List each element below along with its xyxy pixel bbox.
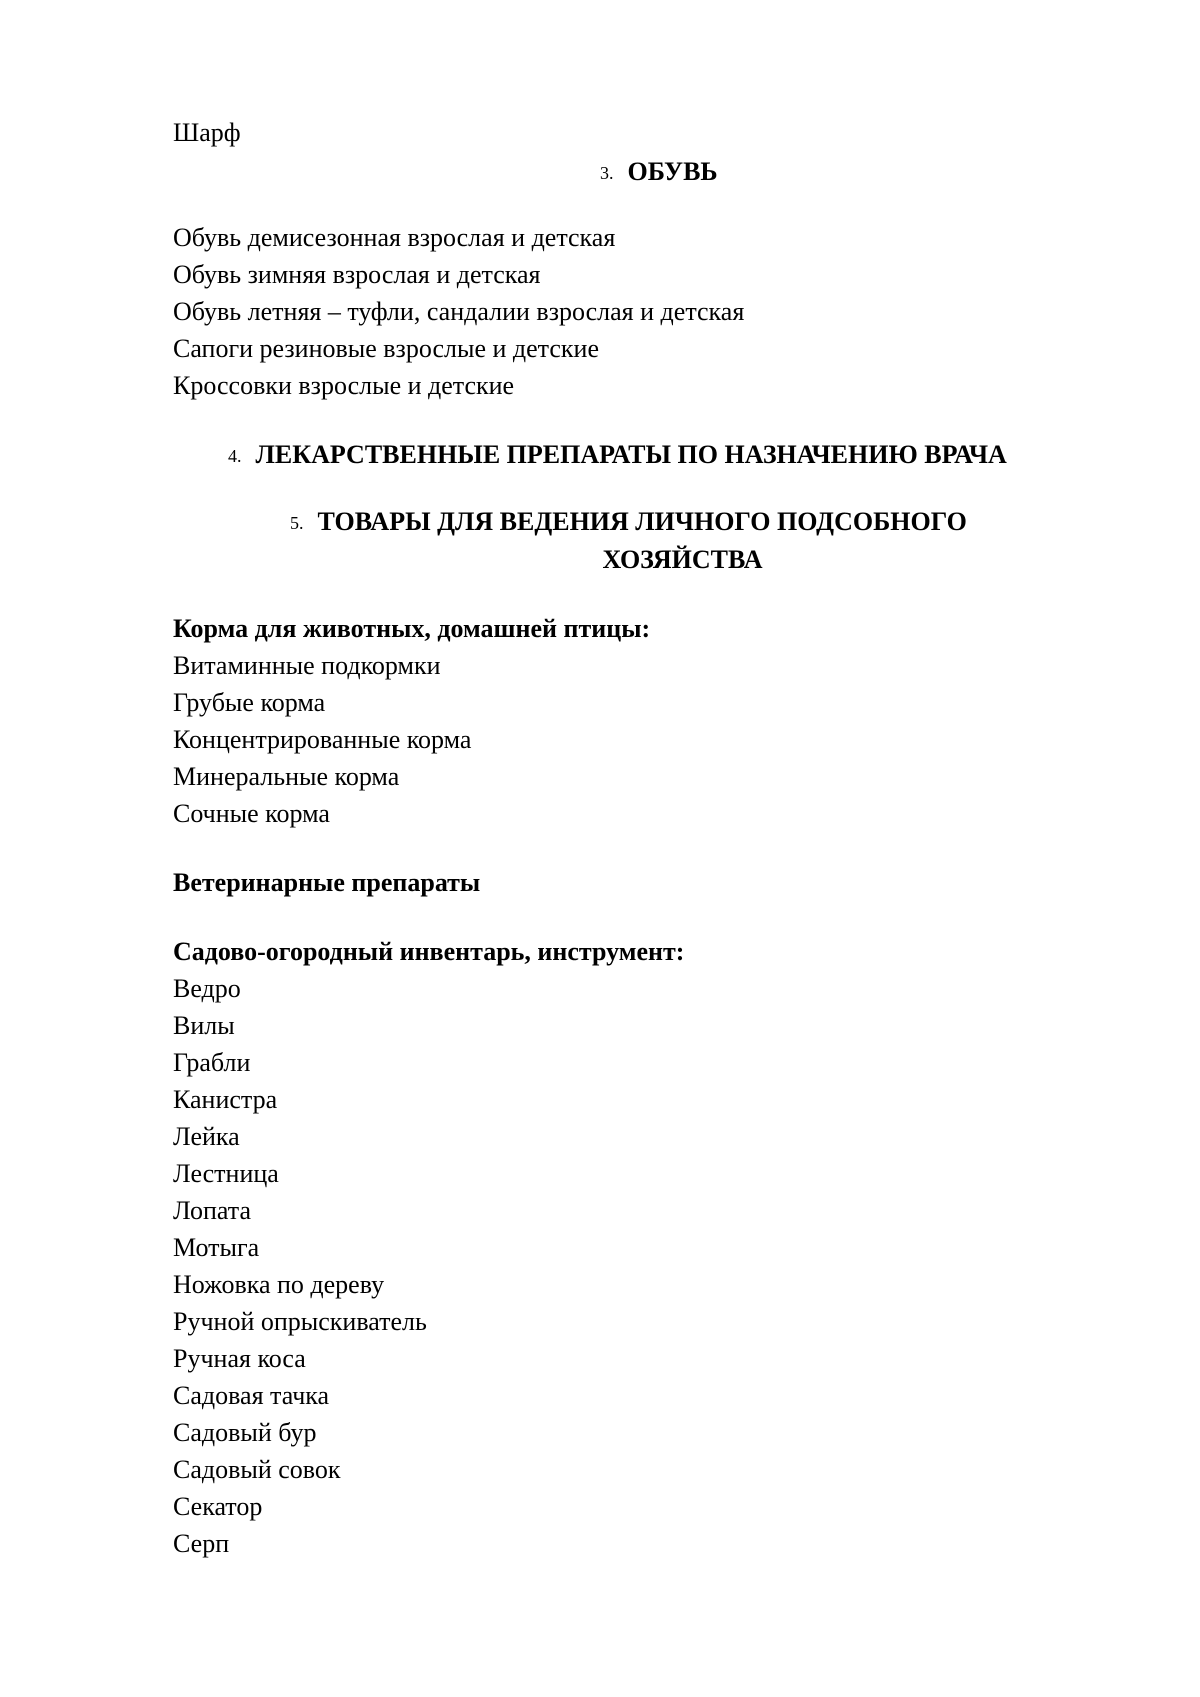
list-item: Обувь летняя – туфли, сандалии взрослая и детская xyxy=(173,297,745,326)
list-item: Лейка xyxy=(173,1122,240,1151)
section-title: ЛЕКАРСТВЕННЫЕ ПРЕПАРАТЫ ПО НАЗНАЧЕНИЮ ВРАЧА xyxy=(255,440,1007,469)
list-item: Шарф xyxy=(173,118,241,147)
list-item: Витаминные подкормки xyxy=(173,651,441,680)
list-item: Вилы xyxy=(173,1011,235,1040)
list-item: Ручная коса xyxy=(173,1344,306,1373)
list-item: Грабли xyxy=(173,1048,251,1077)
list-item: Сапоги резиновые взрослые и детские xyxy=(173,334,599,363)
section-title: ТОВАРЫ ДЛЯ ВЕДЕНИЯ ЛИЧНОГО ПОДСОБНОГО xyxy=(317,507,967,536)
list-item: Лопата xyxy=(173,1196,251,1225)
section-title-continuation: ХОЗЯЙСТВА xyxy=(602,545,763,574)
list-item: Обувь демисезонная взрослая и детская xyxy=(173,223,616,252)
list-item: Лестница xyxy=(173,1159,279,1188)
section-title: ОБУВЬ xyxy=(627,157,718,186)
subsection-title: Ветеринарные препараты xyxy=(173,868,481,897)
section-heading-3 xyxy=(600,157,718,188)
section-heading-4 xyxy=(228,440,1007,471)
section-heading-5 xyxy=(290,507,967,538)
list-item: Сочные корма xyxy=(173,799,330,828)
list-item: Секатор xyxy=(173,1492,263,1521)
list-item: Серп xyxy=(173,1529,230,1558)
section-number: 3. xyxy=(600,163,614,183)
list-item: Грубые корма xyxy=(173,688,326,717)
subsection-title: Корма для животных, домашней птицы: xyxy=(173,614,651,643)
list-item: Кроссовки взрослые и детские xyxy=(173,371,515,400)
list-item: Садовая тачка xyxy=(173,1381,330,1410)
subsection-title: Садово-огородный инвентарь, инструмент: xyxy=(173,937,685,966)
list-item: Ручной опрыскиватель xyxy=(173,1307,427,1336)
list-item: Ведро xyxy=(173,974,241,1003)
list-item: Ножовка по дереву xyxy=(173,1270,385,1299)
list-item: Обувь зимняя взрослая и детская xyxy=(173,260,541,289)
list-item: Мотыга xyxy=(173,1233,260,1262)
list-item: Канистра xyxy=(173,1085,278,1114)
section-number: 4. xyxy=(228,446,242,466)
list-item: Садовый совок xyxy=(173,1455,341,1484)
list-item: Садовый бур xyxy=(173,1418,317,1447)
list-item: Концентрированные корма xyxy=(173,725,472,754)
section-number: 5. xyxy=(290,513,304,533)
list-item: Минеральные корма xyxy=(173,762,400,791)
